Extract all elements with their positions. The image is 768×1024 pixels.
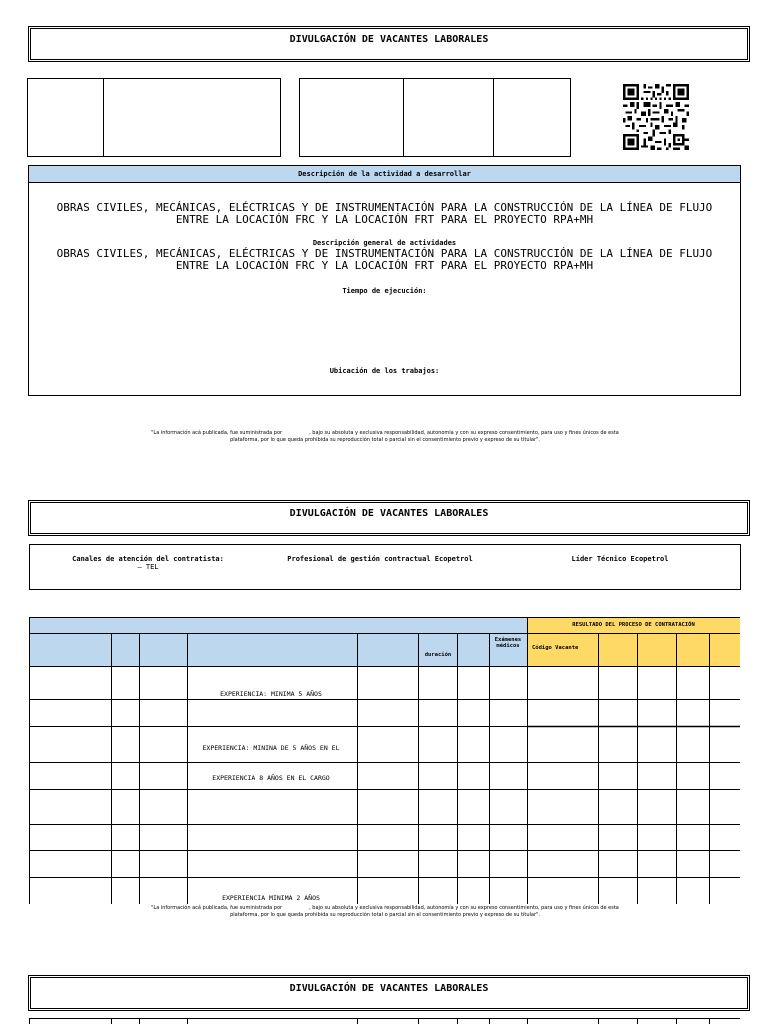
table-row-note: EXPERIENCIA: MININA DE 5 AÑOS EN EL <box>202 744 340 752</box>
table-row-note: EXPERIENCIA MINIMA 2 AÑOS <box>222 894 320 902</box>
section-title-banner <box>28 975 750 1011</box>
table-grid <box>29 617 740 904</box>
activity-description-header: Descripción de la actividad a desarrollar <box>29 166 740 183</box>
execution-time-label: Tiempo de ejecución: <box>342 287 427 295</box>
result-header: RESULTADO DEL PROCESO DE CONTRATACIÓN <box>527 617 740 633</box>
header-box-left <box>27 78 281 157</box>
contacts-box <box>29 544 741 590</box>
general-activities-label: Descripción general de actividades <box>312 239 457 247</box>
disclaimer: "La información acá publicada, fue suministrada por , bajo su absoluta y exclusiva responsabilidad, autonomía y con su expreso consentimiento, para uso y fines únicos de esta plataforma, por lo que queda prohibida su reproducción total o parcial sin el consentimiento previo y expreso de su titular". <box>151 430 619 443</box>
section-title-banner <box>28 500 750 536</box>
technical-leader-label: Líder Técnico Ecopetrol <box>571 555 669 563</box>
header-box-right <box>299 78 571 157</box>
vacancies-table <box>29 617 740 904</box>
work-location-label: Ubicación de los trabajos: <box>329 367 440 375</box>
col-duracion: duración <box>424 652 452 658</box>
table-row-note: EXPERIENCIA: MINIMA 5 AÑOS <box>220 690 322 698</box>
table-grid-continuation <box>29 1018 740 1024</box>
header-divider <box>493 78 494 157</box>
section-title-banner <box>28 26 750 62</box>
contractor-channels-label: Canales de atención del contratista: – TEL <box>72 555 224 571</box>
col-codigo-vacante: Código Vacante <box>532 645 579 651</box>
header-divider <box>403 78 404 157</box>
qr-code-icon <box>623 84 689 150</box>
contract-professional-label: Profesional de gestión contractual Ecopetrol <box>287 555 473 563</box>
disclaimer: "La información acá publicada, fue suministrada por , bajo su absoluta y exclusiva responsabilidad, autonomía y con su expreso consentimiento, para uso y fines únicos de esta plataforma, por lo que queda prohibida su reproducción total o parcial sin el consentimiento previo y expreso de su titular". <box>151 905 619 918</box>
header-divider <box>103 78 104 157</box>
section-title: DIVULGACIÓN DE VACANTES LABORALES <box>289 508 489 519</box>
activity-main-text: OBRAS CIVILES, MECÁNICAS, ELÉCTRICAS Y DE INSTRUMENTACIÓN PARA LA CONSTRUCCIÓN DE LA LÍNEA DE FLUJO ENTRE LA LOCACIÓN FRC Y LA LOCACIÓN FRT PARA EL PROYECTO RPA+MH <box>56 201 713 226</box>
section-title: DIVULGACIÓN DE VACANTES LABORALES <box>289 34 489 45</box>
table-row-note: EXPERIENCIA 8 AÑOS EN EL CARGO <box>212 774 330 782</box>
section-title: DIVULGACIÓN DE VACANTES LABORALES <box>289 983 489 994</box>
col-examenes: Exámenes médicos <box>494 637 522 649</box>
activity-general-text: OBRAS CIVILES, MECÁNICAS, ELÉCTRICAS Y DE INSTRUMENTACIÓN PARA LA CONSTRUCCIÓN DE LA LÍNEA DE FLUJO ENTRE LA LOCACIÓN FRC Y LA LOCACIÓN FRT PARA EL PROYECTO RPA+MH <box>56 247 713 272</box>
activity-description-box <box>28 165 741 396</box>
